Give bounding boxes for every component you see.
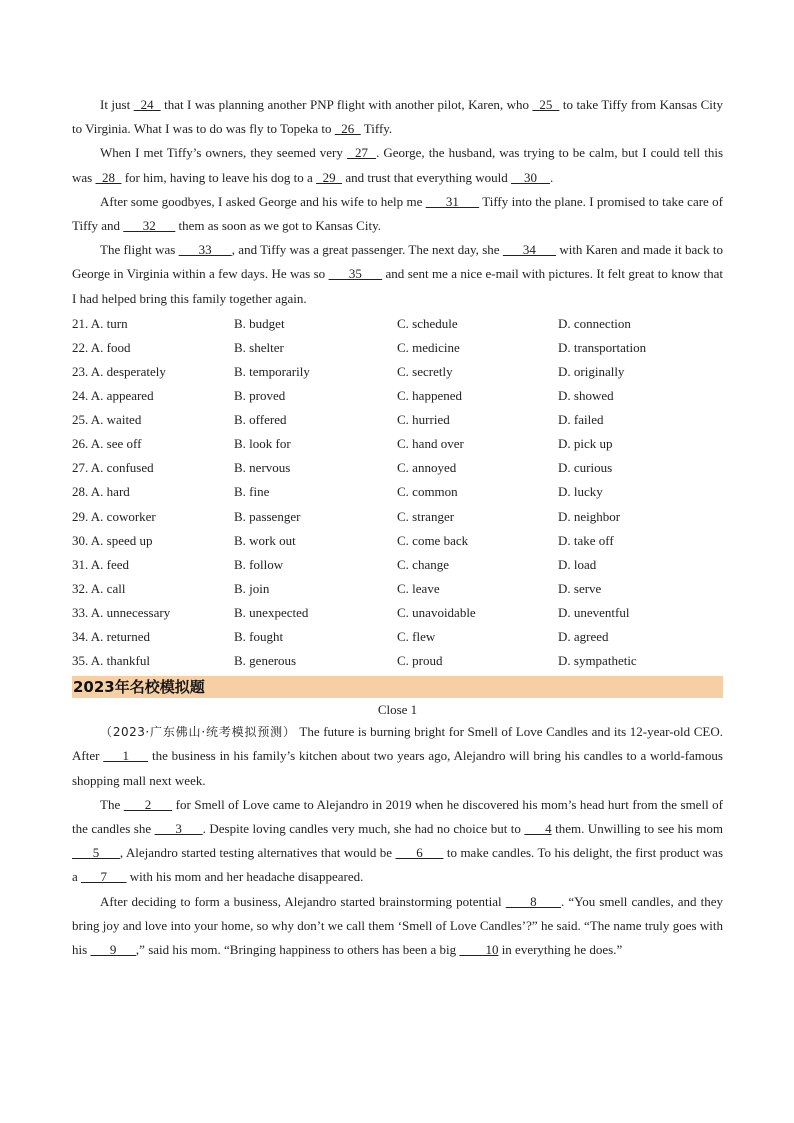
text: When I met Tiffy’s owners, they seemed very [100,145,347,161]
text: It just [100,97,134,112]
option-b: B. temporarily [234,364,310,380]
passage2-paragraph-3 [72,890,723,963]
document-content [72,93,723,962]
option-row-25 [72,408,723,432]
option-a: 34. A. returned [72,629,150,645]
option-c: C. secretly [397,364,453,380]
option-b: B. join [234,580,270,596]
option-row-31 [72,553,723,577]
option-c: C. medicine [397,339,460,355]
option-c: C. schedule [397,315,458,331]
option-b: B. offered [234,412,287,428]
option-d: D. curious [558,460,613,476]
option-row-26 [72,432,723,456]
blank-29: 29 [316,169,343,185]
option-a: 32. A. call [72,580,126,596]
text: them as soon as we got to Kansas City. [175,218,381,234]
option-d: D. sympathetic [558,653,637,669]
option-c: C. hand over [397,436,464,452]
option-d: D. lucky [558,484,603,500]
blank-25: 25 [532,97,560,112]
passage1-paragraph-1 [72,93,723,141]
option-b: B. look for [234,436,291,452]
option-c: C. common [397,484,458,500]
option-row-30 [72,529,723,553]
option-d: D. uneventful [558,604,630,620]
text: for Smell of Love came to Alejandro in 2019 when he discovered his mom’s head hurt from the smell of the candles she [72,796,724,837]
option-d: D. transportation [558,339,647,355]
option-c: C. flew [397,629,436,645]
option-a: 33. A. unnecessary [72,604,171,620]
option-a: 25. A. waited [72,412,142,428]
text: After deciding to form a business, Alejandro started brainstorming potential [100,893,506,909]
option-row-34 [72,625,723,649]
option-row-33 [72,601,723,625]
option-b: B. follow [234,556,284,572]
text: . [550,169,554,185]
text: to take Tiffy from Kansas City to Virginia. What I was to do was fly to Topeka to [72,97,724,137]
option-d: D. originally [558,364,625,380]
option-a: 24. A. appeared [72,388,154,404]
option-c: C. happened [397,388,462,404]
blank-3: 3 [154,821,203,837]
passage1-paragraph-3 [72,190,723,238]
option-row-28 [72,480,723,504]
option-d: D. take off [558,532,614,548]
option-c: C. stranger [397,508,455,524]
option-b: B. fine [234,484,270,500]
option-d: D. load [558,556,597,572]
blank-33: 33 [178,242,232,258]
blank-30: 30 [511,169,551,185]
blank-27: 27 [346,145,377,161]
text: The flight was [100,242,179,258]
option-b: B. unexpected [234,604,309,620]
text: and trust that everything would [342,169,512,185]
option-row-27 [72,456,723,480]
text: , and Tiffy was a great passenger. The next day, she [231,242,503,258]
blank-1: 1 [103,748,149,764]
option-b: B. generous [234,653,297,669]
blank-35: 35 [328,266,383,282]
text: them. Unwilling to see his mom [551,821,723,837]
option-a: 30. A. speed up [72,532,153,548]
option-row-32 [72,577,723,601]
option-b: B. proved [234,388,286,404]
blank-26: 26 [334,121,361,137]
option-d: D. neighbor [558,508,621,524]
text: to make candles. To his delight, the first product was a [72,845,724,885]
option-row-24 [72,384,723,408]
text: the business in his family’s kitchen about two years ago, Alejandro will bring his candles to a world-famous shopping mall next week. [72,748,723,788]
text: . Despite loving candles very much, she had no choice but to [202,821,525,837]
option-row-35 [72,649,723,673]
passage1-paragraph-2 [72,141,723,189]
text: with Karen and made it back to George in Virginia within a few days. He was so [72,242,724,282]
blank-32: 32 [123,218,176,234]
option-a: 31. A. feed [72,556,130,572]
option-c: C. annoyed [397,460,457,476]
text: that I was planning another PNP flight with another pilot, Karen, who [160,97,533,112]
blank-6: 6 [395,845,444,861]
option-row-29 [72,505,723,529]
text: , Alejandro started testing alternatives that would be [119,845,396,861]
option-d: D. failed [558,412,604,428]
option-d: D. serve [558,580,602,596]
text: and sent me a nice e-mail with pictures. It felt great to know that I had helped bring this family together again. [72,266,723,306]
option-b: B. shelter [234,339,284,355]
text: The [100,796,124,812]
blank-10: 10 [459,942,499,958]
option-c: C. leave [397,580,440,596]
option-d: D. pick up [558,436,613,452]
blank-24: 24 [133,97,161,112]
blank-4: 4 [524,821,552,837]
option-row-21 [72,312,723,336]
option-b: B. work out [234,532,296,548]
source-note: （2023·广东佛山·统考模拟预测） [100,725,296,740]
option-a: 35. A. thankful [72,653,150,669]
text: for him, having to leave his dog to a [121,169,317,185]
option-a: 27. A. confused [72,460,154,476]
blank-5: 5 [72,845,120,861]
text: in everything he does.” [498,942,623,958]
option-c: C. proud [397,653,443,669]
option-c: C. hurried [397,412,450,428]
option-d: D. agreed [558,629,609,645]
option-a: 23. A. desperately [72,364,166,380]
option-d: D. connection [558,315,631,331]
passage2-paragraph-2 [72,793,723,890]
option-c: C. come back [397,532,469,548]
text: Tiffy. [360,121,393,137]
option-a: 22. A. food [72,339,131,355]
text: The future is burning bright for Smell of Love Candles and its 12-year-old CEO. After [72,724,723,764]
text: Tiffy into the plane. I promised to take care of Tiffy and [72,193,724,234]
text: After some goodbyes, I asked George and his wife to help me [100,193,426,209]
blank-8: 8 [505,893,562,909]
text: . “You smell candles, and they bring joy and love into your home, so why don’t we call them ‘Smell of Love Candles’?” he said. “The name truly goes with his [72,893,724,958]
option-b: B. fought [234,629,284,645]
text: . George, the husband, was trying to be calm, but I could tell this was [72,145,723,185]
blank-2: 2 [123,796,173,812]
blank-31: 31 [425,193,480,209]
option-row-23 [72,360,723,384]
option-c: C. change [397,556,449,572]
option-d: D. showed [558,388,614,404]
blank-28: 28 [95,169,122,185]
option-b: B. passenger [234,508,301,524]
option-row-22 [72,336,723,360]
text: with his mom and her headache disappeared. [126,869,364,885]
text: ,” said his mom. “Bringing happiness to others has been a big [135,942,460,958]
blank-34: 34 [502,242,556,258]
section-title: 2023年名校模拟题 [72,676,723,698]
blank-9: 9 [90,942,136,958]
option-c: C. unavoidable [397,604,476,620]
passage2-paragraph-1 [72,720,723,793]
option-a: 28. A. hard [72,484,130,500]
option-a: 29. A. coworker [72,508,156,524]
option-b: B. nervous [234,460,291,476]
blank-7: 7 [81,869,127,885]
section-subtitle: Close 1 [377,702,418,718]
option-a: 21. A. turn [72,315,128,331]
passage1-paragraph-4 [72,238,723,311]
option-b: B. budget [234,315,285,331]
options-table [72,312,723,673]
option-a: 26. A. see off [72,436,142,452]
